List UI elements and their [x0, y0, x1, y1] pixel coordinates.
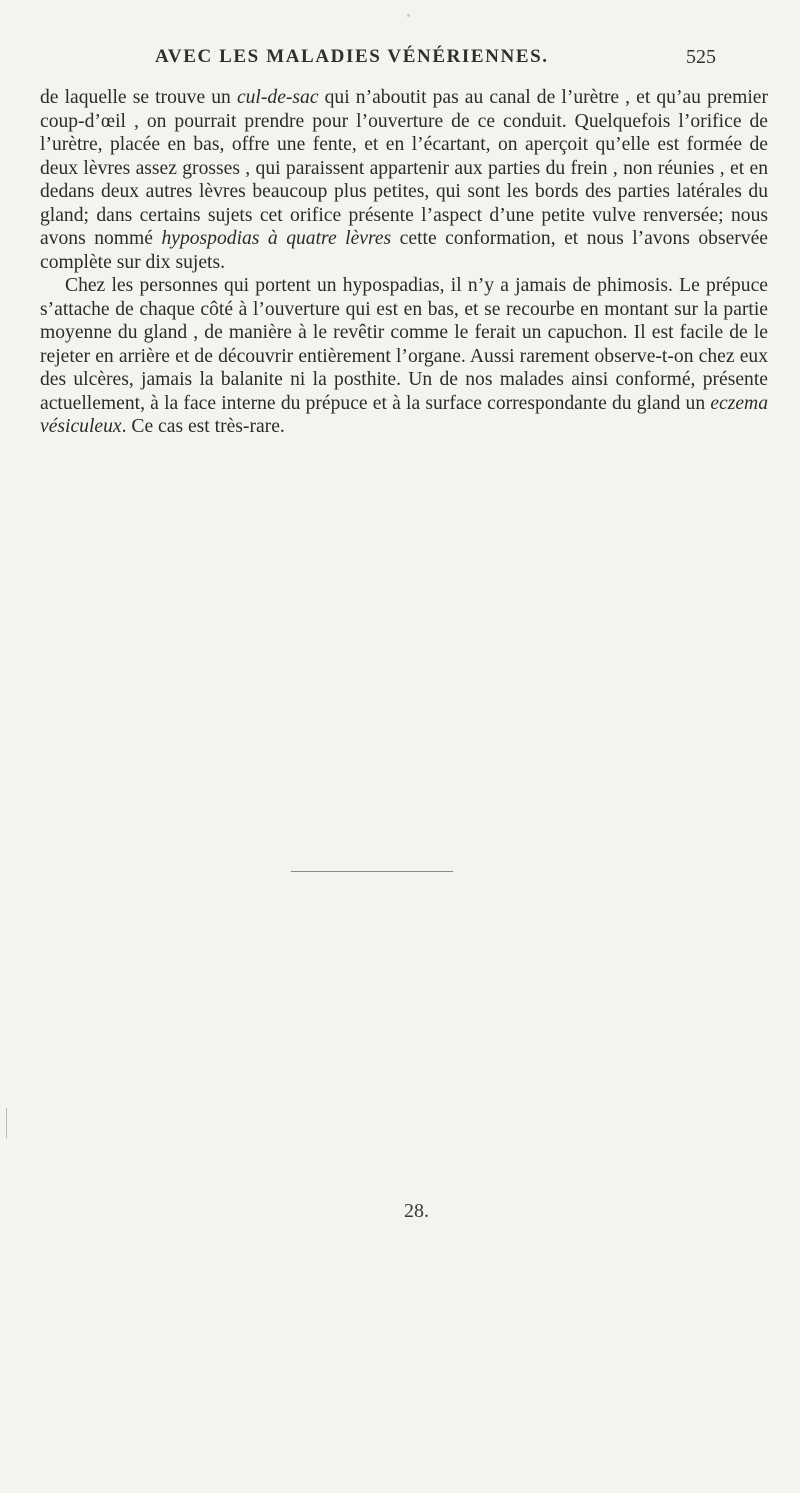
- running-head: [0, 46, 800, 76]
- running-title: AVEC LES MALADIES VÉNÉRIENNES.: [155, 46, 549, 67]
- section-rule: [291, 871, 453, 872]
- page-number: 525: [686, 46, 716, 68]
- italic-term: hypospodias à quatre lèvres: [161, 228, 392, 249]
- text-run: . Ce cas est très-rare.: [121, 416, 285, 437]
- text-run: de laquelle se trouve un: [40, 87, 237, 108]
- text-run: qui n’aboutit pas au canal de l’urètre , et qu’au premier coup-d’œil , on pourrait prendre pour l’ouverture de ce conduit. Quelquefois l’orifice de l’urètre, placée en bas, offre une fente, et en l’écartant, on aperçoit qu’elle est formée de deux lèvres assez grosses , qui paraissent appartenir aux parties du frein , non réunies , et en dedans deux autres lèvres beaucoup plus petites, qui sont les bords des parties latérales du gland; dans certains sujets cet orifice présente l’aspect d’une petite vulve renversée; nous avons nommé: [40, 87, 768, 249]
- paper-speck: [407, 14, 410, 17]
- signature-mark: 28.: [404, 1200, 429, 1222]
- italic-term: cul-de-sac: [236, 87, 319, 108]
- text-run: cette conformation, et nous l’avons observée complète sur dix sujets.: [40, 228, 769, 273]
- body-text: [40, 86, 768, 439]
- paragraph: [40, 274, 768, 439]
- italic-term: eczema vésiculeux: [40, 392, 768, 437]
- text-run: Chez les personnes qui portent un hypospadias, il n’y a jamais de phimosis. Le prépuce s’attache de chaque côté à l’ouverture qui est en bas, et se recourbe en montant sur la partie moyenne du gland , de manière à le revêtir comme le ferait un capuchon. Il est facile de le rejeter en arrière et de découvrir entièrement l’organe. Aussi rarement observe-t-on chez eux des ulcères, jamais la balanite ni la posthite. Un de nos malades ainsi conformé, présente actuellement, à la face interne du prépuce et à la surface correspondante du gland un: [40, 275, 768, 414]
- page-edge-mark: [6, 1108, 7, 1138]
- paragraph: [40, 86, 768, 274]
